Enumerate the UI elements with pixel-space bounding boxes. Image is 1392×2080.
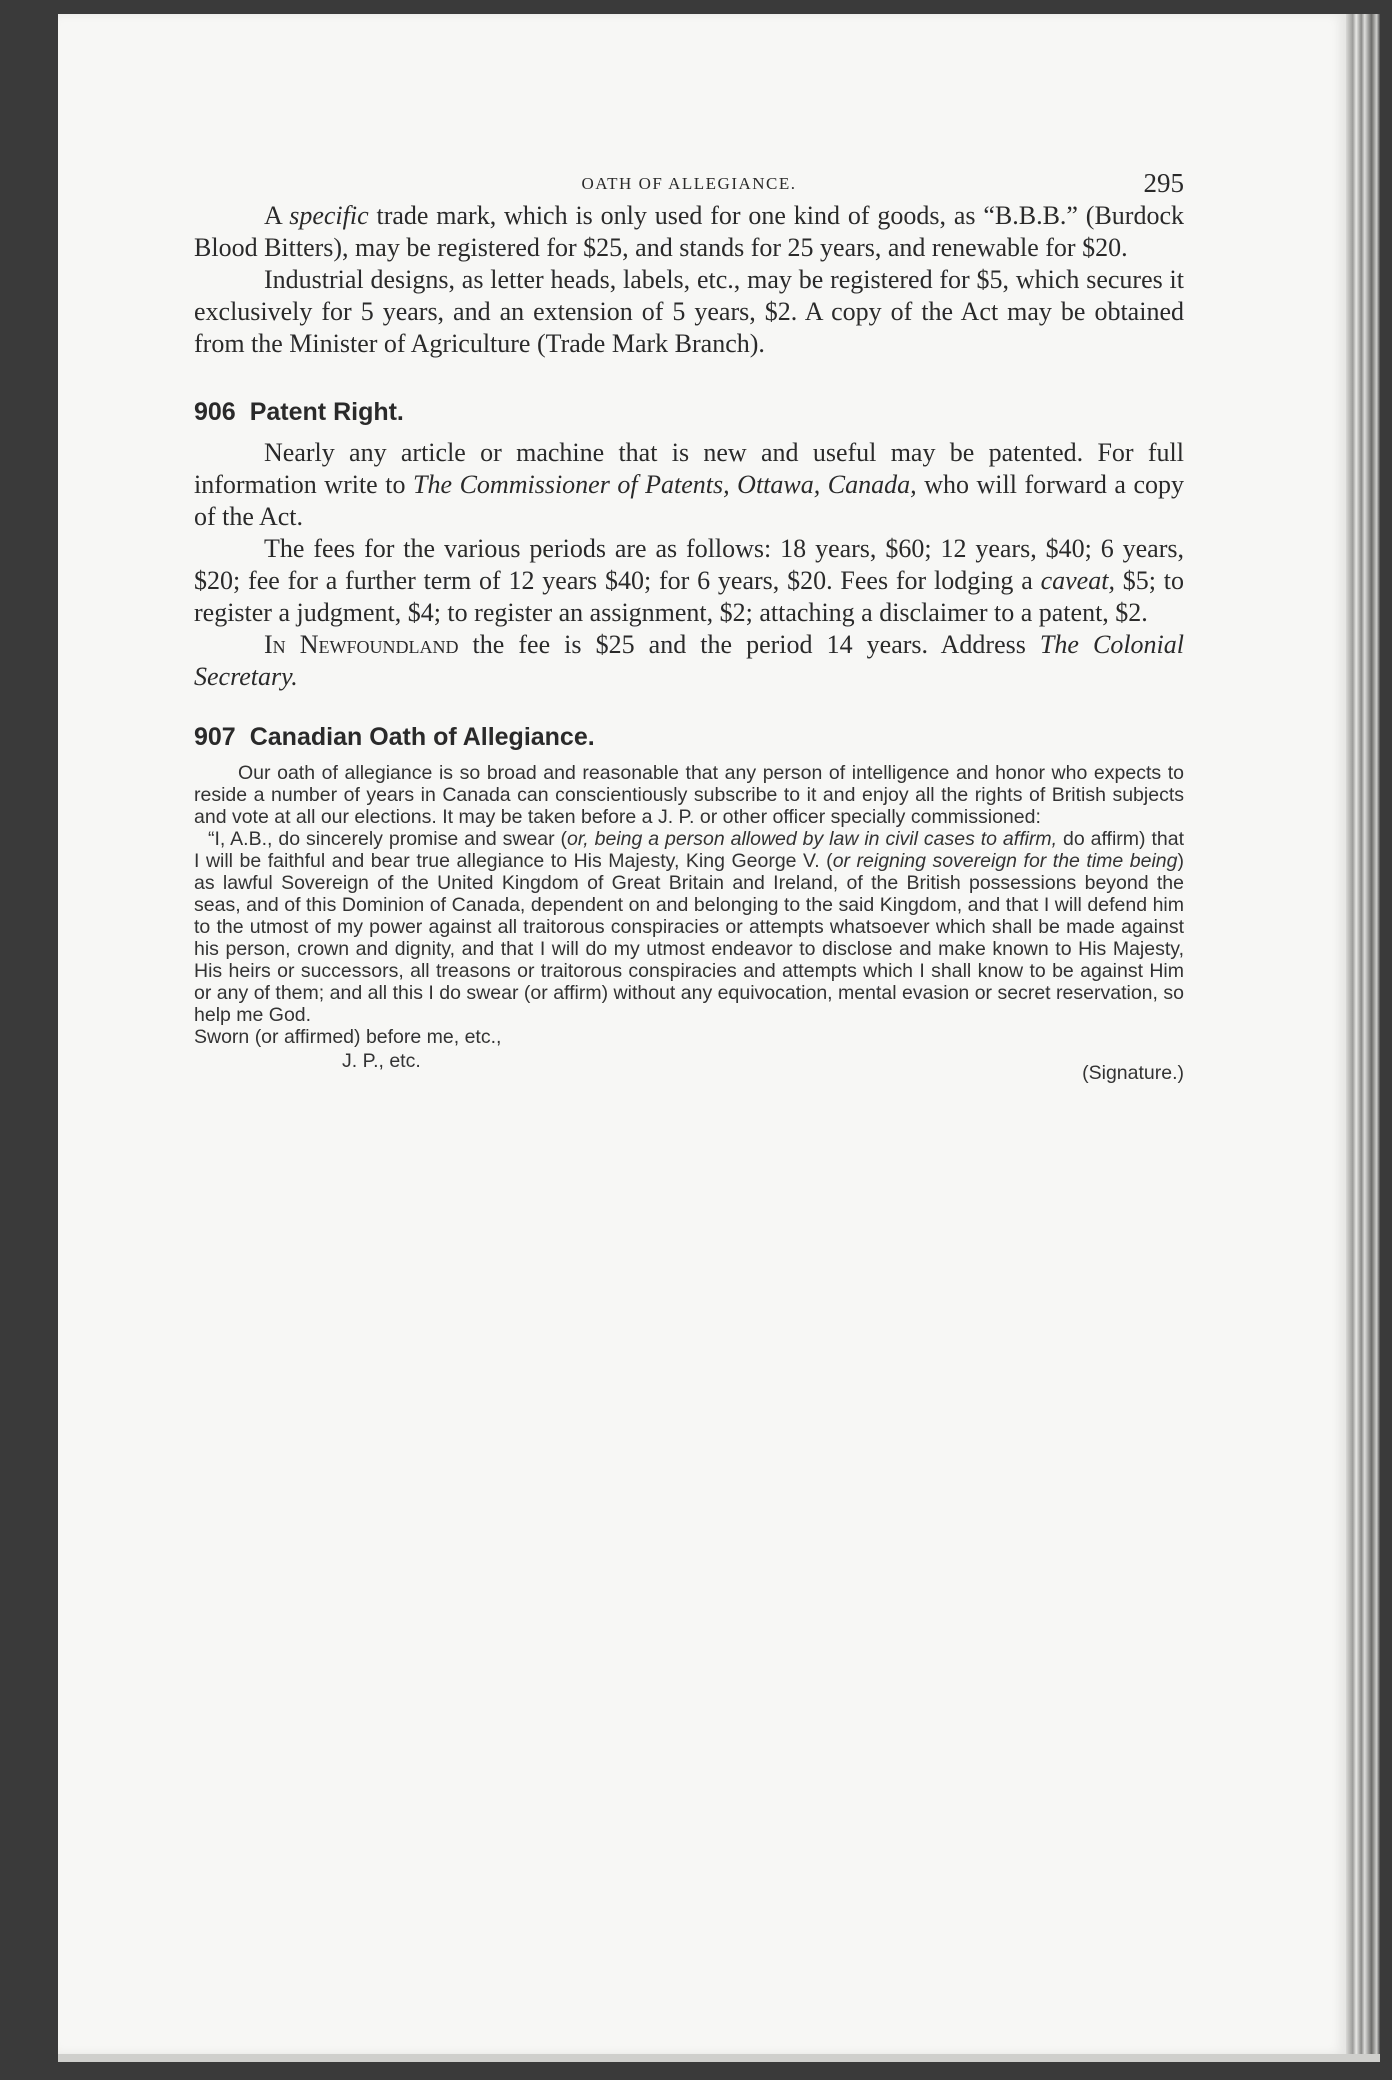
section-heading-907 xyxy=(194,723,1184,752)
running-head xyxy=(194,160,1184,200)
jp-line: J. P., etc. xyxy=(342,1050,421,1072)
page-content xyxy=(194,160,1184,1092)
paragraph-oath-intro: Our oath of allegiance is so broad and reasonable that any person of intelligence and honor who expects to reside a number of years in Canada can conscientiously subscribe to it and enjoy all the rights of British subjects and vote at all our elections. It may be taken before a J. P. or other officer specially commissioned: xyxy=(194,762,1184,828)
page-edges xyxy=(1346,14,1380,2054)
section-title: Canadian Oath of Allegiance. xyxy=(249,723,595,751)
signature-row xyxy=(194,1048,1184,1092)
paragraph-oath-text: “I, A.B., do sincerely promise and swear (or, being a person allowed by law in civil cases to affirm, do affirm) that I will be faithful and bear true allegiance to His Majesty, King George V. (or reigning sovereign for the time being) as lawful Sovereign of the United Kingdom of Great Britain and Ireland, of the British possessions beyond the seas, and of this Dominion of Canada, dependent on and belonging to the said Kingdom, and that I will defend him to the utmost of my power against all traitorous conspiracies or attempts whatsoever which shall be made against his person, crown and dignity, and that I will do my utmost endeavor to disclose and make known to His Majesty, His heirs or successors, all treasons or traitorous conspiracies and attempts which I shall know to be against Him or any of them; and all this I do swear (or affirm) without any equivocation, mental evasion or secret reservation, so help me God. xyxy=(194,828,1184,1026)
running-title: OATH OF ALLEGIANCE. xyxy=(581,174,797,193)
paragraph-patent-fees: The fees for the various periods are as follows: 18 years, $60; 12 years, $40; 6 years, $20; fee for a further term of 12 years $40; for 6 years, $20. Fees for lodging a caveat, $5; to register a judgment, $4; to register an assignment, $2; attaching a disclaimer to a patent, $2. xyxy=(194,534,1184,627)
paragraph-patent-intro: Nearly any article or machine that is new and useful may be patented. For full information write to The Commissioner of Patents, Ottawa, Canada, who will forward a copy of the Act. xyxy=(194,438,1184,531)
sworn-line: Sworn (or affirmed) before me, etc., xyxy=(194,1026,502,1048)
section-title: Patent Right. xyxy=(249,398,404,426)
section-number: 907 xyxy=(194,723,236,751)
paragraph-trade-mark: A specific trade mark, which is only used for one kind of goods, as “B.B.B.” (Burdock Blood Bitters), may be registered for $25, and stands for 25 years, and renewable for $20. xyxy=(194,201,1185,262)
section-heading-906 xyxy=(194,398,1184,427)
section-number: 906 xyxy=(194,398,236,426)
page-edge-bottom xyxy=(58,2054,1380,2062)
signature-line: (Signature.) xyxy=(1082,1062,1184,1084)
paragraph-newfoundland: In Newfoundland the fee is $25 and the period 14 years. Address The Colonial Secretary. xyxy=(194,630,1185,691)
paragraph-industrial-designs: Industrial designs, as letter heads, labels, etc., may be registered for $5, which secures it exclusively for 5 years, and an extension of 5 years, $2. A copy of the Act may be obtained from the Minister of Agriculture (Trade Mark Branch). xyxy=(194,265,1184,358)
page-number: 295 xyxy=(1143,168,1184,198)
